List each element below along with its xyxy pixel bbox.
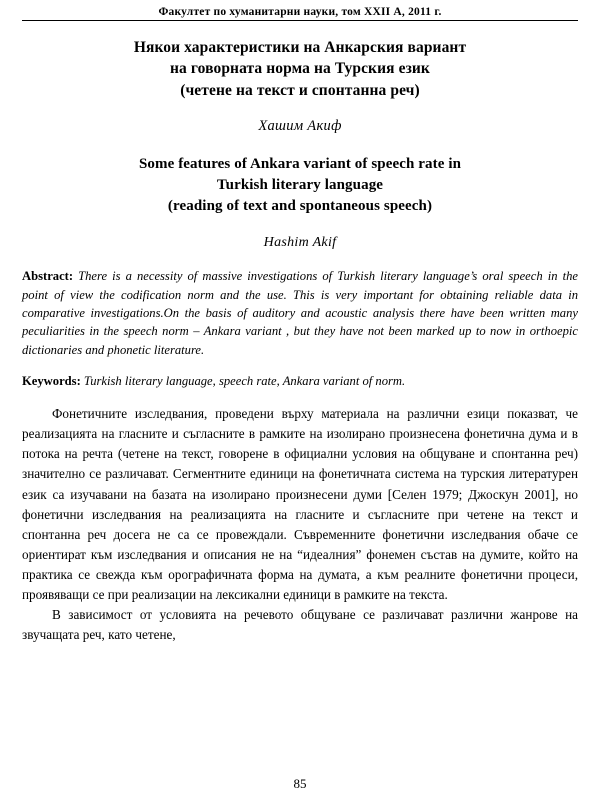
- title-english-line-2: Turkish literary language: [216, 177, 384, 194]
- title-block: [22, 37, 578, 251]
- title-bulgarian-line-2: на говорната норма на Турския език: [170, 60, 430, 78]
- title-bulgarian-line-3: (четене на текст и спонтанна реч): [180, 81, 420, 99]
- abstract-block: [22, 267, 578, 359]
- body-paragraph-2: В зависимост от условията на речевото общуване се различават различни жанрове на звучащата реч, като четене,: [22, 606, 578, 642]
- abstract-label: Abstract:: [22, 269, 74, 284]
- keywords-text: Turkish literary language, speech rate, Ankara variant of norm.: [80, 374, 406, 388]
- title-english-line-3: (reading of text and spontaneous speech): [167, 198, 433, 215]
- body-text: [22, 404, 578, 645]
- title-english: [22, 154, 578, 217]
- title-english-line-1: Some features of Ankara variant of speech rate in: [138, 156, 462, 173]
- keywords-block: [22, 372, 578, 390]
- body-paragraph-1: Фонетичните изследвания, проведени върху материала на различни езици показват, че реализацията на гласните и съгласните в рамките на изолирано произнесена фонетична дума и в потока на речта (четене на текст, говорене в официални условия на общуване и спонтанна реч) значително се различават. Сегментните единици на фонетичната система на турския литературен език са изучавани на базата на изолирано произнесени думи [Селен 1979; Джоскун 2001], но фонетични изследвания на реализацията на гласните и съгласните при четене на текст и спонтанна реч досега не са се провеждали. Съвременните фонетични изследвания обаче се ориентират към изследвания и описания не на “идеалния” фонемен състав на думите, който на практика се свежда към орографичната форма на думата, а към реалните фонетични процеси, проявяващи се при реализации на лексикални единици в рамките на текста.: [22, 406, 578, 602]
- author-english: Hashim Akif: [263, 235, 337, 251]
- running-head: Факултет по хуманитарни науки, том XXII А, 2011 г.: [22, 6, 578, 21]
- keywords-label: Keywords:: [22, 374, 81, 388]
- abstract-text: There is a necessity of massive investigations of Turkish literary language’s oral speech in the point of view the codification norm and the use. This is very important for obtaining reliable data in comparative investigations.On the basis of auditory and acoustic analysis there have been written many peculiarities in the speech norm – Ankara variant , but they have not been marked up to now in orthoepic dictionaries and phonetic literature.: [22, 269, 578, 357]
- title-bulgarian-line-1: Някои характеристики на Анкарския вариант: [133, 39, 467, 56]
- title-bulgarian: [22, 37, 578, 101]
- page-number: 85: [293, 776, 307, 791]
- author-bulgarian: Хашим Акиф: [258, 118, 342, 135]
